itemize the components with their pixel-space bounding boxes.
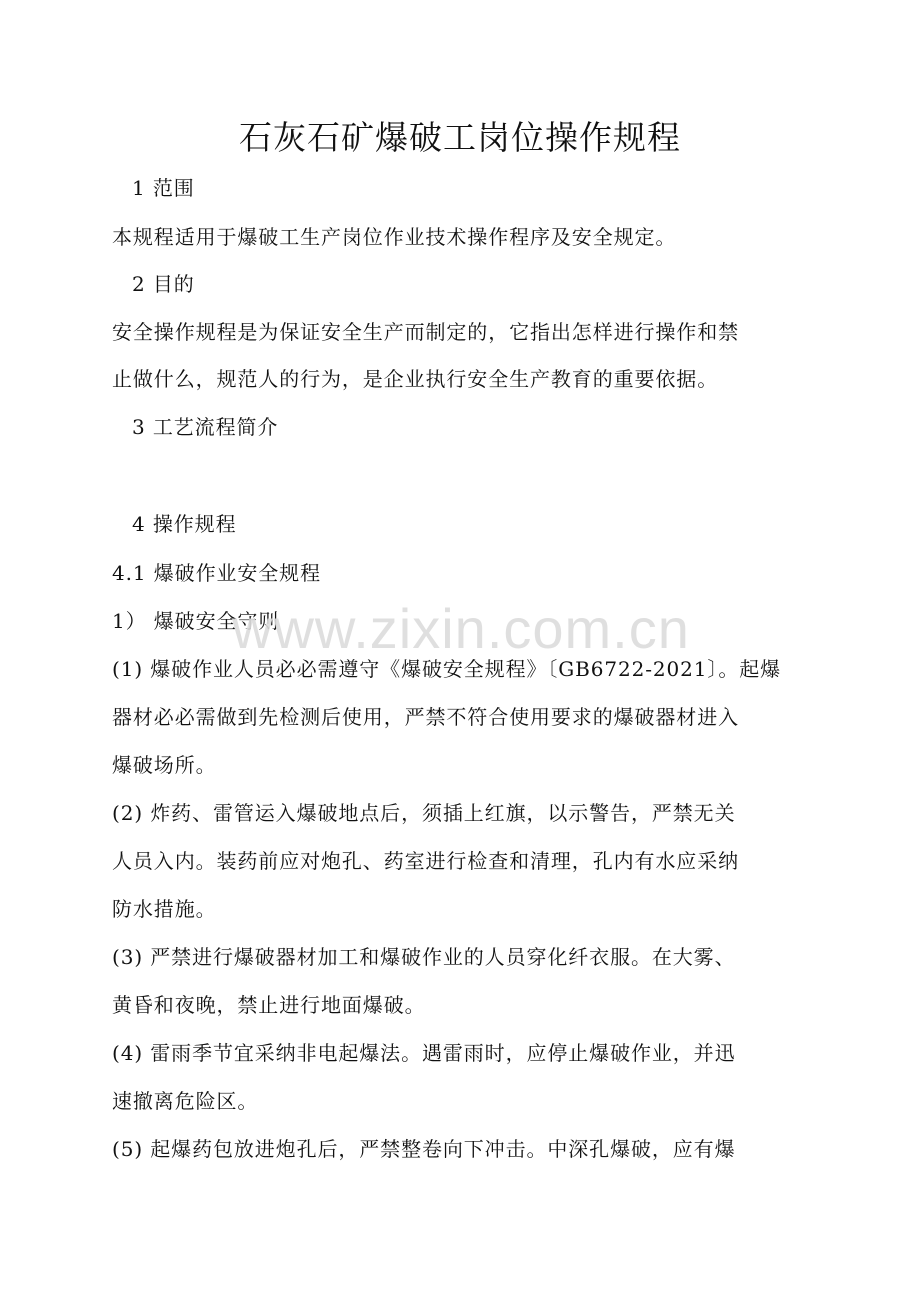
section-heading-scope: 1 范围 (132, 176, 195, 200)
rule-heading: 1） 爆破安全守则 (112, 609, 280, 633)
section-heading-purpose: 2 目的 (132, 272, 195, 296)
paragraph-line: (1) 爆破作业人员必必需遵守《爆破安全规程》〔GB6722-2021〕。起爆 (112, 657, 782, 681)
watermark: www.zixin.com.cn (232, 597, 690, 660)
paragraph-line: 器材必必需做到先检测后使用，严禁不符合使用要求的爆破器材进入 (112, 705, 739, 729)
paragraph-line: 本规程适用于爆破工生产岗位作业技术操作程序及安全规定。 (112, 225, 677, 249)
paragraph-line: 止做什么，规范人的行为，是企业执行安全生产教育的重要依据。 (112, 367, 719, 391)
paragraph-line: 爆破场所。 (112, 753, 217, 777)
paragraph-line: 防水措施。 (112, 897, 217, 921)
paragraph-line: (5) 起爆药包放进炮孔后，严禁整卷向下冲击。中深孔爆破，应有爆 (112, 1137, 736, 1161)
paragraph-line: (4) 雷雨季节宜采纳非电起爆法。遇雷雨时，应停止爆破作业，并迅 (112, 1041, 736, 1065)
paragraph-line: 速撤离危险区。 (112, 1089, 259, 1113)
paragraph-line: (3) 严禁进行爆破器材加工和爆破作业的人员穿化纤衣服。在大雾、 (112, 945, 736, 969)
paragraph-line: 黄昏和夜晚，禁止进行地面爆破。 (112, 993, 426, 1017)
paragraph-line: 安全操作规程是为保证安全生产而制定的，它指出怎样进行操作和禁 (112, 320, 739, 344)
document-title: 石灰石矿爆破工岗位操作规程 (239, 118, 681, 157)
section-heading-procedures: 4 操作规程 (132, 512, 237, 536)
paragraph-line: 人员入内。装药前应对炮孔、药室进行检查和清理，孔内有水应采纳 (112, 849, 739, 873)
section-heading-process: 3 工艺流程简介 (132, 415, 279, 439)
subsection-heading: 4.1 爆破作业安全规程 (112, 561, 321, 585)
paragraph-line: (2) 炸药、雷管运入爆破地点后，须插上红旗，以示警告，严禁无关 (112, 801, 736, 825)
